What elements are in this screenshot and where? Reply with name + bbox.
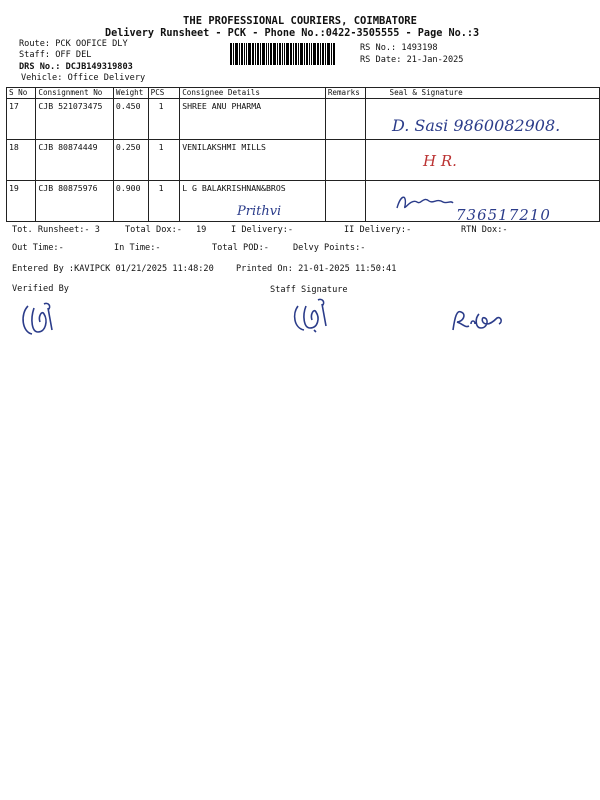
row-consignee: SHREE ANU PHARMA — [180, 99, 326, 140]
row-signature-cell — [365, 140, 599, 181]
in-time: In Time:- — [114, 243, 161, 253]
row-remarks — [325, 99, 365, 140]
handwritten-consignee-row-19: Prithvi — [237, 204, 282, 219]
row-remarks — [325, 140, 365, 181]
printed-on: Printed On: 21-01-2025 11:50:41 — [236, 264, 397, 274]
row-sno: 18 — [7, 140, 36, 181]
additional-signature — [447, 306, 509, 336]
verified-by-signature — [18, 298, 60, 340]
table-row — [7, 140, 600, 181]
company-name: THE PROFESSIONAL COURIERS, COIMBATORE — [183, 15, 417, 27]
col-remarks: Remarks — [325, 88, 365, 99]
runsheet-title: Delivery Runsheet - PCK - Phone No.:0422-3505555 - Page No.:3 — [105, 28, 480, 39]
delvy-points: Delvy Points:- — [293, 243, 366, 253]
row-sno: 19 — [7, 181, 36, 222]
rtn-dox: RTN Dox:- — [461, 225, 508, 235]
entered-by: Entered By :KAVIPCK 01/21/2025 11:48:20 — [12, 264, 214, 274]
tot-runsheet: Tot. Runsheet:- 3 — [12, 225, 100, 235]
total-dox-label: Total Dox:- — [125, 225, 182, 235]
row-weight: 0.450 — [113, 99, 148, 140]
row-consignment: CJB 80874449 — [36, 140, 114, 181]
barcode — [230, 43, 355, 65]
col-pcs: PCS — [148, 88, 180, 99]
signature-scribble-row-19 — [393, 192, 455, 214]
row-weight: 0.250 — [113, 140, 148, 181]
route-label: Route: PCK OOFICE DLY — [19, 39, 128, 49]
total-dox-value: 19 — [196, 225, 207, 235]
row-consignee: VENILAKSHMI MILLS — [180, 140, 326, 181]
ii-delivery: II Delivery:- — [344, 225, 412, 235]
handwritten-signature-row-18: H R. — [423, 152, 457, 170]
col-consignment: Consignment No — [36, 88, 114, 99]
col-consignee: Consignee Details — [180, 88, 326, 99]
i-delivery: I Delivery:- — [231, 225, 294, 235]
drs-number: DRS No.: DCJB149319803 — [19, 62, 133, 72]
table-header-row — [7, 88, 600, 99]
row-consignment: CJB 80875976 — [36, 181, 114, 222]
rs-date: RS Date: 21-Jan-2025 — [360, 55, 464, 65]
row-remarks — [325, 181, 365, 222]
staff-label: Staff: OFF DEL — [19, 50, 92, 60]
row-consignment: CJB 521073475 — [36, 99, 114, 140]
staff-signature — [290, 296, 332, 336]
runsheet-table — [6, 87, 600, 222]
col-sno: S No — [7, 88, 36, 99]
vehicle-label: Vehicle: Office Delivery — [21, 73, 146, 83]
rs-number: RS No.: 1493198 — [360, 43, 438, 53]
row-consignee: L G BALAKRISHNAN&BROS — [180, 181, 326, 222]
staff-signature-label: Staff Signature — [270, 285, 348, 295]
row-weight: 0.900 — [113, 181, 148, 222]
col-signature: Seal & Signature — [365, 88, 599, 99]
out-time: Out Time:- — [12, 243, 64, 253]
row-pcs: 1 — [148, 99, 180, 140]
total-pod: Total POD:- — [212, 243, 269, 253]
row-pcs: 1 — [148, 181, 180, 222]
handwritten-signature-row-19: 736517210 — [456, 206, 551, 224]
col-weight: Weight — [113, 88, 148, 99]
verified-by-label: Verified By — [12, 284, 69, 294]
handwritten-signature-row-17: D. Sasi 9860082908. — [392, 116, 561, 135]
row-pcs: 1 — [148, 140, 180, 181]
row-sno: 17 — [7, 99, 36, 140]
